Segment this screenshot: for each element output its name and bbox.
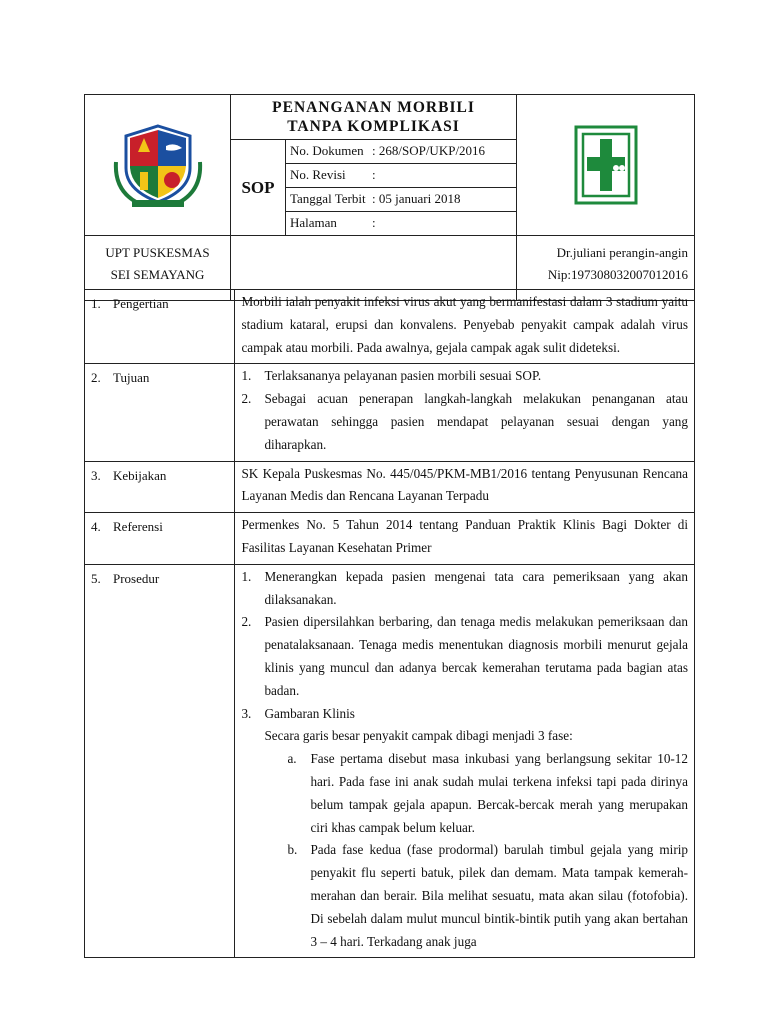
section-content: SK Kepala Puskesmas No. 445/045/PKM-MB1/2016 tentang Penyusunan Rencana Layanan Medis dan Rencana Layanan Terpadu xyxy=(235,461,695,513)
document-title xyxy=(231,95,517,140)
meta-tanggal-terbit xyxy=(286,188,517,212)
section-content: Morbili ialah penyakit infeksi virus akut yang bermanifestasi dalam 3 stadium yaitu stadium kataral, erupsi dan konvalens. Penyebab penyakit campak adalah virus campak atau morbili. Pada awalnya, gejala campak agak sulit dideteksi. xyxy=(235,290,695,364)
list-number: 1. xyxy=(241,368,252,384)
section-number: 5. xyxy=(91,570,101,586)
sub-list-letter: a. xyxy=(287,751,297,767)
list-number: 1. xyxy=(241,568,252,584)
meta-label: No. Revisi xyxy=(290,167,346,182)
section-label xyxy=(85,364,235,461)
signer-name: Dr.juliani perangin-angin xyxy=(556,245,688,260)
section-content xyxy=(235,564,695,958)
section-number: 3. xyxy=(91,467,101,483)
signer-nip: Nip:197308032007012016 xyxy=(547,267,688,282)
list-text: Pasien dipersilahkan berbaring, dan tenaga medis melakukan pemeriksaan dan penatalaksanaan. Tenaga medis menentukan diagnosis morbili menurut gejala klinis yang muncul dan adanya bercak kemerahan terutama pada bagian atas badan. xyxy=(264,614,688,698)
left-logo-cell xyxy=(85,95,231,236)
org-line-1: UPT PUSKESMAS xyxy=(105,245,210,260)
section-number: 4. xyxy=(91,519,101,535)
sub-list-item xyxy=(241,839,688,953)
list-number: 2. xyxy=(241,614,252,630)
list-text: Sebagai acuan penerapan langkah-langkah melakukan penanganan atau perawatan sehingga pasien mendapat pelayanan sesuai dengan yang diharapkan. xyxy=(264,391,688,452)
list-number: 3. xyxy=(241,705,252,721)
section-title: Kebijakan xyxy=(113,467,167,483)
meta-no-dokumen xyxy=(286,140,517,164)
document-header xyxy=(84,94,695,301)
sop-label: SOP xyxy=(231,140,286,236)
section-content xyxy=(235,364,695,461)
sub-list-text: Fase pertama disebut masa inkubasi yang berlangsung sekitar 10-12 hari. Pada fase ini anak sudah mulai terkena infeksi tapi pada dirinya belum tampak gejala apapun. Bercak-bercak merah yang merupakan ciri khas campak belum keluar. xyxy=(310,751,688,835)
puskesmas-cross-icon xyxy=(517,125,694,205)
section-number: 1. xyxy=(91,296,101,311)
org-line-2: SEI SEMAYANG xyxy=(110,267,205,282)
title-line-2: TANPA KOMPLIKASI xyxy=(287,118,460,135)
section-label xyxy=(85,290,235,364)
section-label xyxy=(85,513,235,565)
section-label xyxy=(85,564,235,958)
list-item xyxy=(241,611,688,702)
meta-halaman xyxy=(286,212,517,236)
document-body xyxy=(84,289,695,958)
list-text: Gambaran Klinis xyxy=(264,705,355,721)
meta-value: : xyxy=(372,167,376,182)
section-title: Referensi xyxy=(113,519,163,535)
section-title: Pengertian xyxy=(113,296,169,311)
meta-value: : 268/SOP/UKP/2016 xyxy=(372,143,486,158)
section-content: Permenkes No. 5 Tahun 2014 tentang Panduan Praktik Klinis Bagi Dokter di Fasilitas Layanan Kesehatan Primer xyxy=(235,513,695,565)
meta-no-revisi xyxy=(286,164,517,188)
meta-label: Tanggal Terbit xyxy=(290,191,366,206)
meta-value: : xyxy=(372,215,376,230)
sub-list-text: Pada fase kedua (fase prodormal) barulah timbul gejala yang mirip penyakit flu seperti batuk, pilek dan demam. Mata tampak kemerah-merahan dan berair. Bila melihat sesuatu, mata akan silau (fotofobia). Di sebelah dalam mulut muncul bintik-bintik putih yang akan bertahan 3 – 4 hari. Terkadang anak juga xyxy=(310,842,688,949)
sub-list-item xyxy=(241,748,688,839)
regency-emblem-icon xyxy=(85,122,230,208)
section-referensi xyxy=(85,513,695,565)
section-number: 2. xyxy=(91,370,101,386)
section-tujuan xyxy=(85,364,695,461)
list-item xyxy=(241,703,688,726)
title-line-1: PENANGANAN MORBILI xyxy=(272,99,475,116)
list-number: 2. xyxy=(241,391,252,407)
meta-label: No. Dokumen xyxy=(290,143,364,158)
meta-value: : 05 januari 2018 xyxy=(372,191,461,206)
list-text: Terlaksananya pelayanan pasien morbili sesuai SOP. xyxy=(264,368,542,384)
section-title: Tujuan xyxy=(113,370,150,386)
list-text: Menerangkan kepada pasien mengenai tata cara pemeriksaan yang akan dilaksanakan. xyxy=(264,568,688,607)
section-prosedur xyxy=(85,564,695,958)
right-logo-cell xyxy=(517,95,695,236)
list-item xyxy=(241,388,688,456)
section-title: Prosedur xyxy=(113,570,160,586)
section-pengertian xyxy=(85,290,695,364)
phase-intro: Secara garis besar penyakit campak dibagi menjadi 3 fase: xyxy=(264,728,573,744)
section-label xyxy=(85,461,235,513)
list-item xyxy=(241,566,688,612)
section-kebijakan xyxy=(85,461,695,513)
sub-list-letter: b. xyxy=(287,842,298,858)
meta-label: Halaman xyxy=(290,215,337,230)
list-item xyxy=(241,365,688,388)
